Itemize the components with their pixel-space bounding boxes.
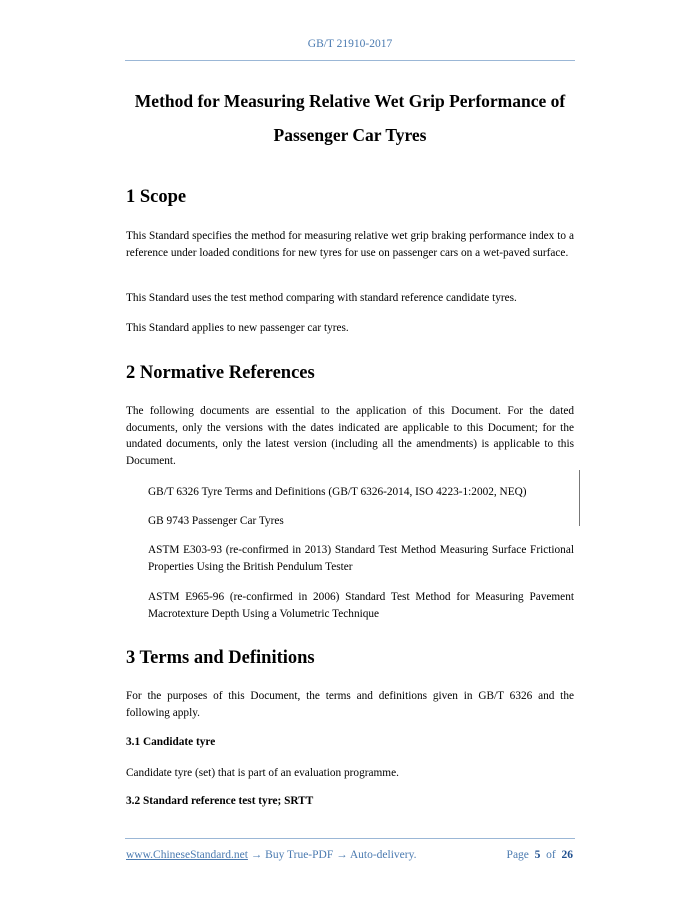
terms-intro: For the purposes of this Document, the terms and definitions given in GB/T 6326 and the following apply.	[126, 690, 574, 719]
term-3-2-heading: 3.2 Standard reference test tyre; SRTT	[126, 795, 314, 807]
section-scope-heading: 1 Scope	[126, 187, 187, 207]
total-pages: 26	[561, 849, 573, 861]
scope-paragraph-2: This Standard uses the test method comparing with standard reference candidate tyres.	[126, 292, 517, 304]
document-code-header: GB/T 21910-2017	[307, 38, 393, 50]
term-3-1-heading: 3.1 Candidate tyre	[126, 736, 216, 748]
reference-item: ASTM E965-96 (re-confirmed in 2006) Standard Test Method for Measuring Pavement Macrotexture Depth Using a Volumetric Technique	[148, 591, 574, 620]
footer-divider	[125, 838, 575, 839]
chinesestandard-link[interactable]: www.ChineseStandard.net	[126, 849, 248, 861]
section-normative-heading: 2 Normative References	[126, 363, 315, 383]
reference-item: GB/T 6326 Tyre Terms and Definitions (GB/T 6326-2014, ISO 4223-1:2002, NEQ)	[148, 486, 527, 498]
header-divider	[125, 60, 575, 61]
reference-item: ASTM E303-93 (re-confirmed in 2013) Standard Test Method Measuring Surface Frictional Properties Using the British Pendulum Tester	[148, 544, 574, 573]
page-label: Page	[506, 849, 529, 861]
revision-margin-bar	[579, 470, 580, 526]
current-page-number: 5	[534, 849, 541, 861]
reference-item: GB 9743 Passenger Car Tyres	[148, 515, 284, 527]
page-indicator	[507, 849, 573, 861]
title-line-2: Passenger Car Tyres	[273, 125, 427, 145]
normative-intro: The following documents are essential to the application of this Document. For the dated documents, only the versions with the dates indicated are applicable to this Document; for the undated documents, only the latest version (including all the amendments) is applicable to this Document.	[126, 405, 574, 467]
footer-promo	[126, 849, 416, 861]
scope-paragraph-1: This Standard specifies the method for measuring relative wet grip braking performance index to a reference under loaded conditions for new tyres for use on passenger cars on a wet-paved surface.	[126, 230, 574, 259]
of-label: of	[546, 849, 556, 861]
section-terms-heading: 3 Terms and Definitions	[126, 648, 315, 668]
title-line-1: Method for Measuring Relative Wet Grip Performance of	[134, 91, 566, 111]
term-3-1-definition: Candidate tyre (set) that is part of an evaluation programme.	[126, 767, 399, 779]
document-title	[100, 84, 600, 152]
footer-promo-text: → Buy True-PDF → Auto-delivery.	[247, 849, 417, 861]
scope-paragraph-3: This Standard applies to new passenger car tyres.	[126, 322, 349, 334]
